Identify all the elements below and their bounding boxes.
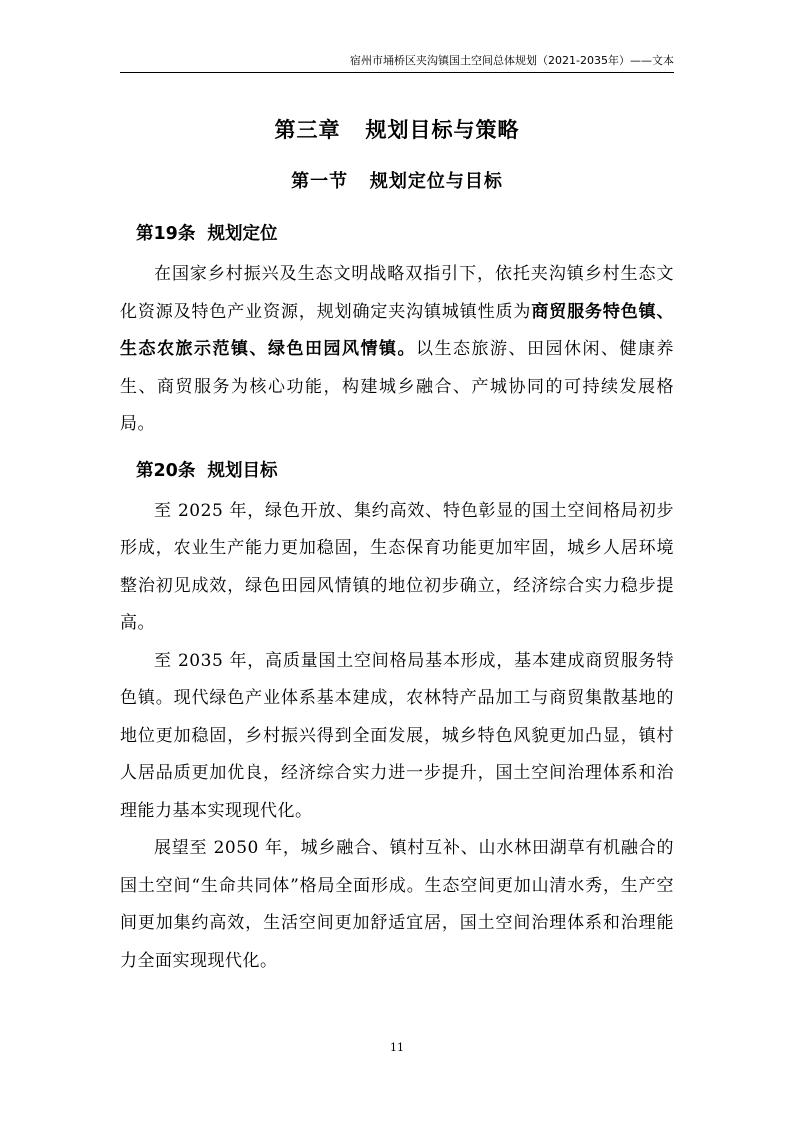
bold-text: 商贸服务特色镇、生态农旅示范镇、绿色田园风情镇。 [120,301,675,359]
article-heading: 第20条 规划目标 [136,460,278,481]
paragraph: 展望至 2050 年，城乡融合、镇村互补、山水林田湖草有机融合的国土空间“生命共同体”格局全面形成。生态空间更加山清水秀，生产空间更加集约高效，生活空间更加舒适宜居，国土空间治理体系和治理能力全面实现现代化。 [120,838,674,971]
paragraph [120,256,674,444]
section-title: 第一节 规划定位与目标 [291,171,503,192]
paragraph: 至 2025 年，绿色开放、集约高效、特色彰显的国土空间格局初步形成，农业生产能力更加稳固，生态保育功能更加牢固，城乡人居环境整治初见成效，绿色田园风情镇的地位初步确立，经济综合实力稳步提高。 [120,500,674,633]
article-heading: 第19条 规划定位 [136,224,278,244]
document-body [120,217,674,980]
running-header: 宿州市埇桥区夹沟镇国土空间总体规划（2021-2035年）——文本 [350,54,674,67]
header-rule [120,72,674,73]
paragraph-text: 在国家乡村振兴及生态文明战略双指引下，依托夹沟镇乡村生态文化资源及特色产业资源，规划确定夹沟镇城镇性质为 [120,264,674,322]
chapter-title: 第三章 规划目标与策略 [274,118,520,142]
paragraph-text: 以生态旅游、田园休闲、健康养生、商贸服务为核心功能，构建城乡融合、产城协同的可持续发展格局。 [120,339,674,434]
page-number: 11 [390,1041,404,1054]
paragraph: 至 2035 年，高质量国土空间格局基本形成，基本建成商贸服务特色镇。现代绿色产业体系基本建成，农林特产品加工与商贸集散基地的地位更加稳固，乡村振兴得到全面发展，城乡特色风貌更加凸显，镇村人居品质更加优良，经济综合实力进一步提升，国土空间治理体系和治理能力基本实现现代化。 [120,650,674,821]
